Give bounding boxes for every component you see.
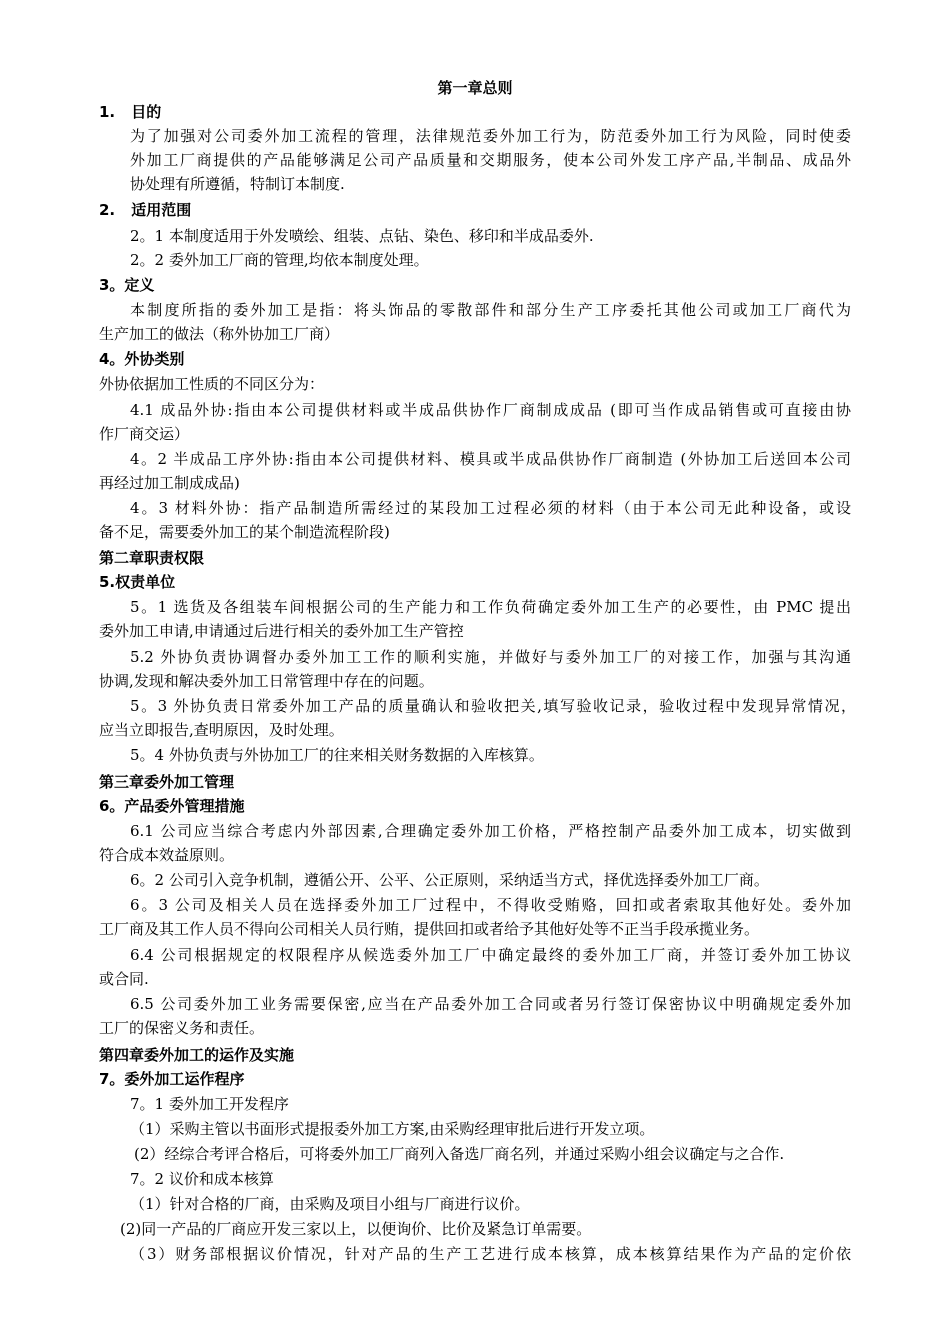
paragraph: （3）财务部根据议价情况，针对产品的生产工艺进行成本核算，成本核算结果作为产品的定价依 <box>130 1245 851 1263</box>
paragraph: 生产加工的做法（称外协加工厂商） <box>99 325 340 343</box>
paragraph: (2)同一产品的厂商应开发三家以上，以便询价、比价及紧急订单需要。 <box>120 1220 592 1238</box>
paragraph: 5.2 外协负责协调督办委外加工工作的顺利实施，并做好与委外加工厂的对接工作，加强与其沟通 <box>130 648 851 666</box>
section-1-number: 1. <box>99 103 116 121</box>
section-1-heading <box>99 100 161 124</box>
section-6-heading: 6。产品委外管理措施 <box>99 797 245 815</box>
section-1-title: 目的 <box>131 103 162 121</box>
paragraph: 2。2 委外加工厂商的管理,均依本制度处理。 <box>130 251 429 269</box>
paragraph: 本制度所指的委外加工是指：将头饰品的零散部件和部分生产工序委托其他公司或加工厂商代为 <box>130 301 851 319</box>
paragraph: 备不足，需要委外加工的某个制造流程阶段) <box>99 523 390 541</box>
paragraph: 5。4 外协负责与外协加工厂的往来相关财务数据的入库核算。 <box>130 746 544 764</box>
paragraph: (2）经综合考评合格后，可将委外加工厂商列入备选厂商名列，并通过采购小组会议确定与之合作. <box>134 1145 785 1163</box>
paragraph: 再经过加工制成成品) <box>99 474 240 492</box>
chapter-4-title: 第四章委外加工的运作及实施 <box>99 1046 295 1064</box>
paragraph: 外协依据加工性质的不同区分为： <box>99 375 325 393</box>
paragraph: 作厂商交运） <box>99 425 190 443</box>
paragraph: 5。3 外协负责日常委外加工产品的质量确认和验收把关,填写验收记录，验收过程中发现异常情况， <box>130 697 856 715</box>
paragraph: 工厂的保密义务和责任。 <box>99 1019 265 1037</box>
paragraph: 6。2 公司引入竞争机制，遵循公开、公平、公正原则，采纳适当方式，择优选择委外加工厂商。 <box>130 871 769 889</box>
chapter-1-title: 第一章总则 <box>437 79 513 97</box>
paragraph: 6.4 公司根据规定的权限程序从候选委外加工厂中确定最终的委外加工厂商，并签订委外加工协议 <box>130 946 851 964</box>
paragraph: 4.1 成品外协:指由本公司提供材料或半成品供协作厂商制成成品 (即可当作成品销售或可直接由协 <box>130 401 851 419</box>
paragraph: 协处理有所遵循，特制订本制度. <box>130 175 345 193</box>
paragraph: 7。2 议价和成本核算 <box>130 1170 274 1188</box>
paragraph: 协调,发现和解决委外加工日常管理中存在的问题。 <box>99 672 434 690</box>
paragraph: 为了加强对公司委外加工流程的管理，法律规范委外加工行为，防范委外加工行为风险，同时使委 <box>130 127 851 145</box>
section-2-number: 2. <box>99 201 116 219</box>
paragraph: 2。1 本制度适用于外发喷绘、组装、点钻、染色、移印和半成品委外. <box>130 227 594 245</box>
paragraph: 外加工厂商提供的产品能够满足公司产品质量和交期服务，使本公司外发工序产品,半制品、成品外 <box>130 151 851 169</box>
paragraph: 应当立即报告,查明原因，及时处理。 <box>99 721 344 739</box>
paragraph: 6.1 公司应当综合考虑内外部因素,合理确定委外加工价格，严格控制产品委外加工成本，切实做到 <box>130 822 851 840</box>
chapter-2-title: 第二章职责权限 <box>99 549 205 567</box>
paragraph: 5。1 选货及各组装车间根据公司的生产能力和工作负荷确定委外加工生产的必要性，由 PMC 提出 <box>130 598 851 616</box>
paragraph: 或合同. <box>99 970 149 988</box>
paragraph: 6.5 公司委外加工业务需要保密,应当在产品委外加工合同或者另行签订保密协议中明确规定委外加 <box>130 995 851 1013</box>
section-7-heading: 7。委外加工运作程序 <box>99 1070 245 1088</box>
paragraph: 6。3 公司及相关人员在选择委外加工厂过程中，不得收受贿赂，回扣或者索取其他好处。委外加 <box>130 896 851 914</box>
section-3-heading: 3。定义 <box>99 276 155 294</box>
paragraph: （1）采购主管以书面形式提报委外加工方案,由采购经理审批后进行开发立项。 <box>130 1120 655 1138</box>
paragraph: 工厂商及其工作人员不得向公司相关人员行贿，提供回扣或者给予其他好处等不正当手段承揽业务。 <box>99 920 760 938</box>
paragraph: 4。2 半成品工序外协:指由本公司提供材料、模具或半成品供协作厂商制造 (外协加工后送回本公司 <box>130 450 851 468</box>
section-5-heading: 5.权责单位 <box>99 573 176 591</box>
paragraph: 符合成本效益原则。 <box>99 846 235 864</box>
paragraph: （1）针对合格的厂商，由采购及项目小组与厂商进行议价。 <box>130 1195 530 1213</box>
chapter-3-title: 第三章委外加工管理 <box>99 773 235 791</box>
section-2-heading <box>99 198 191 222</box>
paragraph: 委外加工申请,申请通过后进行相关的委外加工生产管控 <box>99 622 464 640</box>
paragraph: 7。1 委外加工开发程序 <box>130 1095 289 1113</box>
section-4-heading: 4。外协类别 <box>99 350 185 368</box>
section-2-title: 适用范围 <box>131 201 192 219</box>
paragraph: 4。3 材料外协：指产品制造所需经过的某段加工过程必须的材料（由于本公司无此种设备，或设 <box>130 499 851 517</box>
